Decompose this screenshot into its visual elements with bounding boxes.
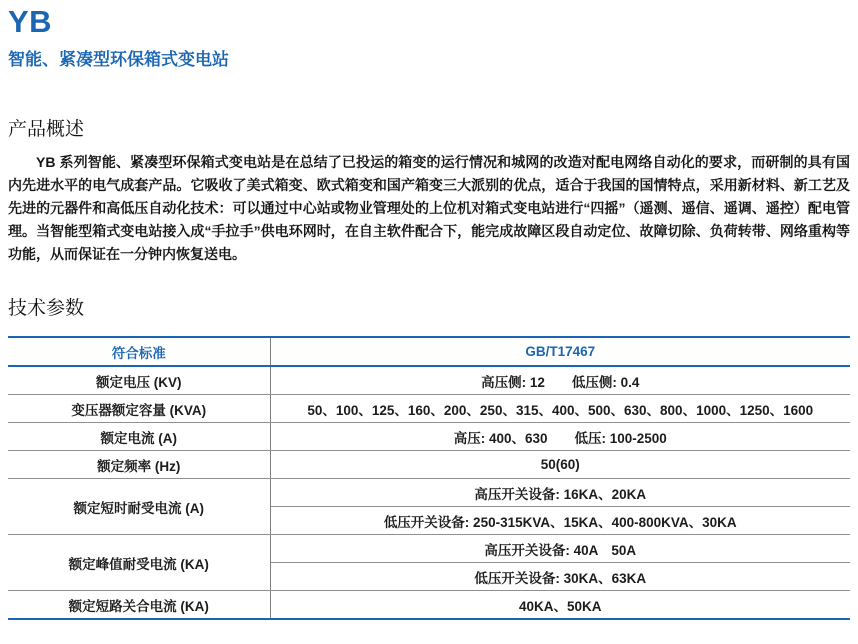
value-cell: 50(60): [270, 451, 850, 479]
param-cell: 额定电压 (KV): [8, 366, 270, 395]
product-subtitle: 智能、紧凑型环保箱式变电站: [8, 50, 229, 69]
brand-title: YB: [8, 4, 53, 39]
table-row: [8, 591, 850, 620]
param-cell: 额定电流 (A): [8, 423, 270, 451]
value-cell: 50、100、125、160、200、250、315、400、500、630、800、1000、1250、1600: [270, 395, 850, 423]
header-value-cell: GB/T17467: [270, 337, 850, 366]
table-row: [8, 535, 850, 563]
param-cell: 额定短时耐受电流 (A): [8, 479, 270, 535]
value-cell: 40KA、50KA: [518, 598, 602, 614]
param-cell: 变压器额定容量 (KVA): [8, 395, 270, 423]
specs-table: [8, 336, 850, 620]
overview-paragraph: YB 系列智能、紧凑型环保箱式变电站是在总结了已投运的箱变的运行情况和城网的改造对配电网络自动化的要求，而研制的具有国内先进水平的电气成套产品。它吸收了美式箱变、欧式箱变和国产箱变三大派别的优点，适合于我国的国情特点，采用新材料、新工艺及先进的元器件和高低压自动化技术：可以通过中心站或物业管理处的上位机对箱式变电站进行“四摇”（遥测、遥信、遥调、遥控）配电管理。当智能型箱式变电站接入成“手拉手”供电环网时，在自主软件配合下，能完成故障区段自动定位、故障切除、负荷转带、网络重构等功能，从而保证在一分钟内恢复送电。: [8, 154, 850, 262]
param-cell: 额定短路关合电流 (KA): [8, 591, 270, 620]
table-row: [8, 366, 850, 395]
overview-heading: 产品概述: [8, 119, 85, 140]
table-row: [8, 479, 850, 507]
value-cell: 低压开关设备: 30KA、63KA: [270, 563, 850, 591]
value-cell: 高压开关设备: 16KA、20KA: [270, 479, 850, 507]
table-header-row: [8, 337, 850, 366]
param-cell: 额定峰值耐受电流 (KA): [8, 535, 270, 591]
value-cell: 低压开关设备: 250-315KVA、15KA、400-800KVA、30KA: [270, 507, 850, 535]
header-param-cell: 符合标准: [8, 337, 270, 366]
table-row: [8, 423, 850, 451]
table-row: [8, 395, 850, 423]
table-row: [8, 451, 850, 479]
value-cell: 高压侧: 12 低压侧: 0.4: [270, 366, 850, 395]
value-cell: 高压开关设备: 40A 50A: [270, 535, 850, 563]
value-cell: 高压: 400、630 低压: 100-2500: [270, 423, 850, 451]
param-cell: 额定频率 (Hz): [8, 451, 270, 479]
specs-heading: 技术参数: [8, 298, 85, 319]
